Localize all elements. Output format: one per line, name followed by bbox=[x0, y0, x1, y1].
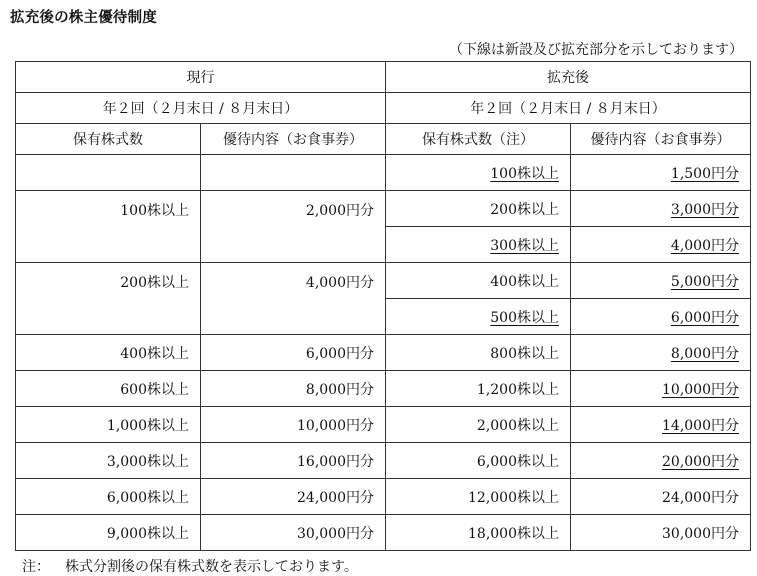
current-schedule: 年２回（２月末日 / ８月末日） bbox=[16, 93, 386, 124]
current-benefit-cell bbox=[201, 155, 386, 191]
expanded-benefit-cell: 20,000円分 bbox=[662, 453, 739, 470]
table-row bbox=[16, 515, 751, 551]
table-row bbox=[16, 263, 751, 299]
expanded-schedule: 年２回（２月末日 / ８月末日） bbox=[386, 93, 751, 124]
current-shares-cell: 1,000株以上 bbox=[16, 407, 201, 443]
table-row bbox=[16, 443, 751, 479]
table-row bbox=[16, 407, 751, 443]
current-shares-cell bbox=[16, 155, 201, 191]
footnote bbox=[22, 556, 358, 576]
current-shares-cell: 400株以上 bbox=[16, 335, 201, 371]
expanded-shares-cell: 200株以上 bbox=[490, 201, 559, 218]
footnote-text: 株式分割後の保有株式数を表示しております。 bbox=[65, 559, 358, 575]
current-benefit-cell: 4,000円分 bbox=[201, 263, 386, 335]
expanded-shares-cell: 18,000株以上 bbox=[468, 525, 559, 542]
current-benefit-cell: 2,000円分 bbox=[201, 191, 386, 263]
expanded-header: 拡充後 bbox=[386, 62, 751, 93]
col-expanded-shares: 保有株式数（注） bbox=[386, 124, 571, 155]
footnote-label: 注： bbox=[22, 559, 50, 575]
expanded-benefit-cell: 4,000円分 bbox=[670, 237, 739, 254]
expanded-benefit-cell: 8,000円分 bbox=[670, 345, 739, 362]
expanded-benefit-cell: 6,000円分 bbox=[670, 309, 739, 326]
current-benefit-cell: 24,000円分 bbox=[201, 479, 386, 515]
table-row bbox=[16, 191, 751, 227]
current-benefit-cell: 8,000円分 bbox=[201, 371, 386, 407]
col-expanded-benefit: 優待内容（お食事券） bbox=[571, 124, 751, 155]
current-benefit-cell: 30,000円分 bbox=[201, 515, 386, 551]
expanded-shares-cell: 100株以上 bbox=[490, 165, 559, 182]
col-current-benefit: 優待内容（お食事券） bbox=[201, 124, 386, 155]
current-shares-cell: 100株以上 bbox=[16, 191, 201, 263]
page-title: 拡充後の株主優待制度 bbox=[10, 10, 157, 26]
current-header: 現行 bbox=[16, 62, 386, 93]
table-row bbox=[16, 335, 751, 371]
current-benefit-cell: 6,000円分 bbox=[201, 335, 386, 371]
table-row bbox=[16, 155, 751, 191]
expanded-shares-cell: 400株以上 bbox=[490, 273, 559, 290]
shareholder-benefit-table bbox=[15, 61, 751, 551]
expanded-benefit-cell: 24,000円分 bbox=[662, 489, 739, 506]
underline-legend-note: （下線は新設及び拡充部分を示しております） bbox=[449, 42, 743, 58]
table-row bbox=[16, 479, 751, 515]
table-row bbox=[16, 371, 751, 407]
current-shares-cell: 6,000株以上 bbox=[16, 479, 201, 515]
expanded-shares-cell: 300株以上 bbox=[490, 237, 559, 254]
expanded-benefit-cell: 5,000円分 bbox=[670, 273, 739, 290]
expanded-shares-cell: 500株以上 bbox=[490, 309, 559, 326]
expanded-benefit-cell: 30,000円分 bbox=[662, 525, 739, 542]
expanded-benefit-cell: 10,000円分 bbox=[662, 381, 739, 398]
col-current-shares: 保有株式数 bbox=[16, 124, 201, 155]
expanded-benefit-cell: 3,000円分 bbox=[670, 201, 739, 218]
expanded-benefit-cell: 1,500円分 bbox=[670, 165, 739, 182]
expanded-shares-cell: 800株以上 bbox=[490, 345, 559, 362]
expanded-shares-cell: 1,200株以上 bbox=[476, 381, 559, 398]
current-shares-cell: 600株以上 bbox=[16, 371, 201, 407]
expanded-shares-cell: 2,000株以上 bbox=[476, 417, 559, 434]
expanded-benefit-cell: 14,000円分 bbox=[662, 417, 739, 434]
current-benefit-cell: 16,000円分 bbox=[201, 443, 386, 479]
current-shares-cell: 3,000株以上 bbox=[16, 443, 201, 479]
expanded-shares-cell: 12,000株以上 bbox=[468, 489, 559, 506]
current-shares-cell: 200株以上 bbox=[16, 263, 201, 335]
expanded-shares-cell: 6,000株以上 bbox=[476, 453, 559, 470]
current-shares-cell: 9,000株以上 bbox=[16, 515, 201, 551]
current-benefit-cell: 10,000円分 bbox=[201, 407, 386, 443]
